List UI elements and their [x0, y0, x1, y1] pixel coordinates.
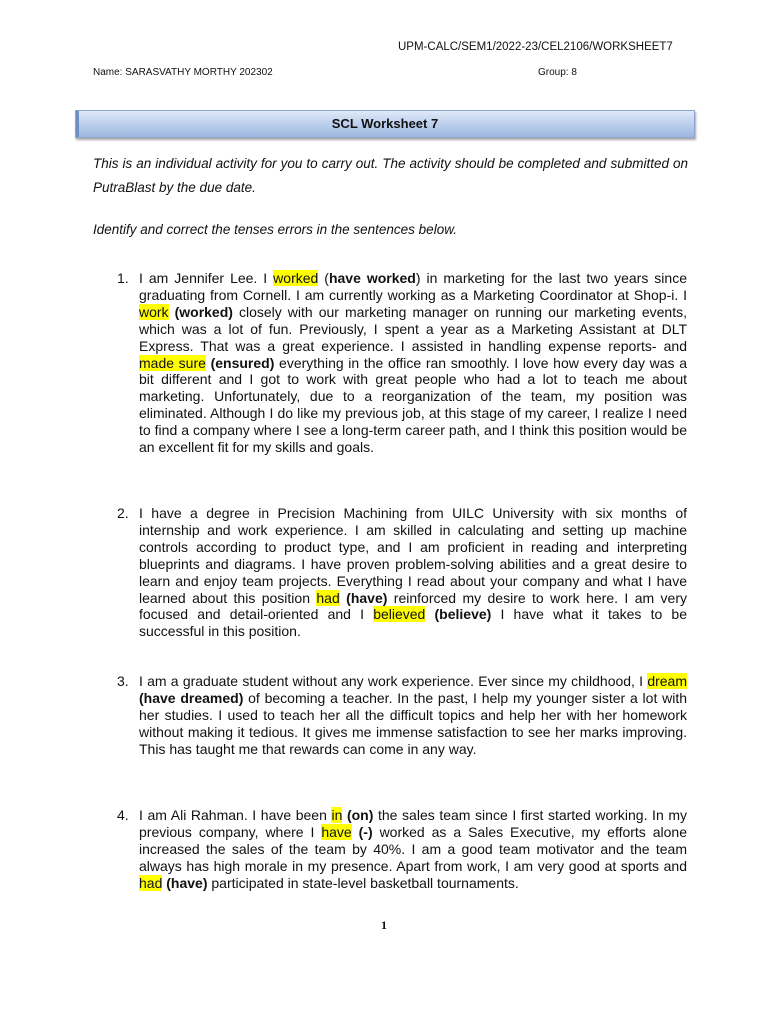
sentence-text: [352, 824, 359, 840]
title-banner-edge: [76, 111, 79, 137]
item-number: 3.: [117, 673, 129, 689]
title-banner: [75, 110, 695, 138]
sentence-text: everything in the office ran smoothly. I love how every day was a bit different and I got to work with great people who had a lot to teach me about marketing. Unfortunately, due to a reorganization of the team, my position was eliminated. Although I do like my previous job, at this stage of my career, I realize I need to find a company where I see a long-term career path, and I think this position would be an excellent fit for my skills and goals.: [139, 354, 688, 456]
highlighted-error: had: [139, 874, 163, 891]
correction: (have dreamed): [139, 689, 244, 706]
item-number: 1.: [117, 270, 129, 286]
sentence-text: of becoming a teacher. In the past, I help my younger sister a lot with her studies. I used to teach her all the difficult topics and help her with her homework without making it tedious. It gives me immense satisfaction to see her marks improving. This has taught me that rewards can come in any way.: [139, 689, 688, 757]
correction: (ensured): [210, 354, 275, 371]
group-label: Group: 8: [538, 67, 577, 78]
highlighted-error: worked: [273, 270, 319, 286]
sentence-text: the sales team since I first started working. In my previous company, where I: [139, 807, 687, 840]
item-number: 2.: [117, 505, 129, 521]
sentence-text: ) in marketing for the last two years since graduating from Cornell. I am currently working as a Marketing Coordinator at Shop-i. I: [139, 270, 687, 303]
list-item: [117, 270, 687, 456]
student-name: Name: SARASVATHY MORTHY 202302: [93, 67, 273, 78]
sentence-text: (: [318, 270, 329, 286]
worksheet-code: UPM-CALC/SEM1/2022-23/CEL2106/WORKSHEET7: [398, 41, 673, 53]
highlighted-error: believed: [373, 606, 426, 623]
item-paragraph: [139, 673, 687, 758]
item-paragraph: [139, 270, 687, 456]
sentence-text: I am a graduate student without any work experience. Ever since my childhood, I: [139, 673, 648, 689]
sentence-text: I am Jennifer Lee. I: [139, 270, 274, 286]
page-number: 1: [381, 918, 387, 932]
correction: (-): [358, 823, 373, 840]
sentence-text: I have what it takes to be successful in this position.: [139, 606, 688, 640]
correction: (have): [346, 589, 388, 606]
highlighted-error: had: [316, 589, 340, 606]
sentence-text: I am Ali Rahman. I have been: [139, 807, 332, 823]
item-paragraph: [139, 807, 687, 892]
page-title: SCL Worksheet 7: [331, 116, 439, 131]
sentence-text: closely with our marketing manager on running our marketing events, which was a lot of fun. Previously, I spent a year as a Marketing Assistant at DLT Express. That was a great experience. I assisted in handling expense reports- and: [139, 303, 687, 354]
item-number: 4.: [117, 807, 129, 823]
highlighted-error: have: [321, 823, 352, 840]
highlighted-error: work: [139, 303, 169, 320]
correction: (have): [166, 874, 208, 891]
list-item: [117, 807, 687, 892]
highlighted-error: dream: [647, 673, 687, 689]
correction: (worked): [174, 303, 233, 320]
correction: (believe): [434, 606, 492, 623]
list-item: [117, 505, 687, 640]
sentence-text: worked as a Sales Executive, my efforts alone increased the sales of the team by 40%. I am a good team motivator and the team always has high morale in my presence. Apart from work, I am very good at sports and: [139, 823, 688, 874]
intro-paragraph: This is an individual activity for you to carry out. The activity should be completed and submitted on PutraBlast by the due date.: [93, 156, 688, 195]
sentence-text: I have a degree in Precision Machining from UILC University with six months of internship and work experience. I am skilled in calculating and setting up machine controls according to product type, and I am proficient in reading and interpreting blueprints and diagrams. I have proven problem-solving abilities and a great desire to learn and enjoy team projects. Everything I read about your company and what I have learned about this position: [139, 505, 687, 606]
correction: (on): [346, 807, 374, 823]
highlighted-error: made sure: [139, 354, 206, 371]
correction: have worked: [328, 270, 416, 286]
instruction-line: Identify and correct the tenses errors in the sentences below.: [93, 222, 457, 237]
highlighted-error: in: [331, 807, 343, 823]
sentence-text: participated in state-level basketball tournaments.: [207, 874, 519, 891]
list-item: [117, 673, 687, 758]
item-paragraph: [139, 505, 687, 640]
sentence-text: reinforced my desire to work here. I am very focused and detail-oriented and I: [139, 589, 687, 623]
sentence-text: [425, 606, 434, 622]
